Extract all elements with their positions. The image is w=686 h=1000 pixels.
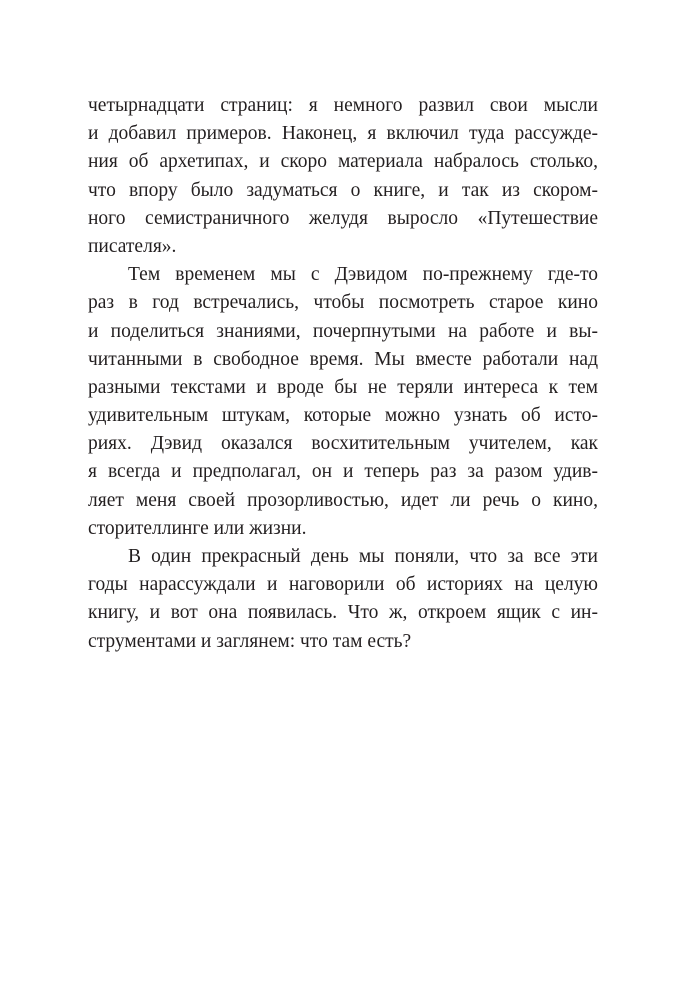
body-text xyxy=(88,92,598,656)
paragraph-2 xyxy=(88,261,598,543)
text-line: писателя». xyxy=(88,235,177,257)
text-line: удивительным штукам, которые можно узнать об исто- xyxy=(88,405,598,427)
text-line: я всегда и предполагал, он и теперь раз за разом удив- xyxy=(88,461,598,483)
text-line: и добавил примеров. Наконец, я включил туда рассужде- xyxy=(88,123,598,145)
text-line: риях. Дэвид оказался восхитительным учителем, как xyxy=(88,433,598,455)
text-line: четырнадцати страниц: я немного развил свои мысли xyxy=(88,95,598,116)
text-line: струментами и заглянем: что там есть? xyxy=(88,630,412,652)
paragraph-1 xyxy=(88,92,598,261)
paragraph-3 xyxy=(88,543,598,656)
text-line: сторителлинге или жизни. xyxy=(88,517,307,539)
text-line: ния об архетипах, и скоро материала набралось столько, xyxy=(88,151,598,173)
text-line: раз в год встречались, чтобы посмотреть старое кино xyxy=(88,292,598,314)
text-line: книгу, и вот она появилась. Что ж, откроем ящик с ин- xyxy=(88,602,598,624)
text-line: годы нарассуждали и наговорили об историях на целую xyxy=(88,574,598,596)
text-line: ного семистраничного желудя выросло «Путешествие xyxy=(88,207,598,229)
text-line: читанными в свободное время. Мы вместе работали над xyxy=(88,348,598,370)
text-line: Тем временем мы с Дэвидом по-прежнему где-то xyxy=(128,264,598,286)
text-line: В один прекрасный день мы поняли, что за все эти xyxy=(128,546,598,567)
text-line: что впору было задуматься о книге, и так из скором- xyxy=(88,179,598,201)
text-line: разными текстами и вроде бы не теряли интереса к тем xyxy=(88,376,598,398)
text-line: ляет меня своей прозорливостью, идет ли речь о кино, xyxy=(88,489,598,511)
text-line: и поделиться знаниями, почерпнутыми на работе и вы- xyxy=(88,320,598,342)
